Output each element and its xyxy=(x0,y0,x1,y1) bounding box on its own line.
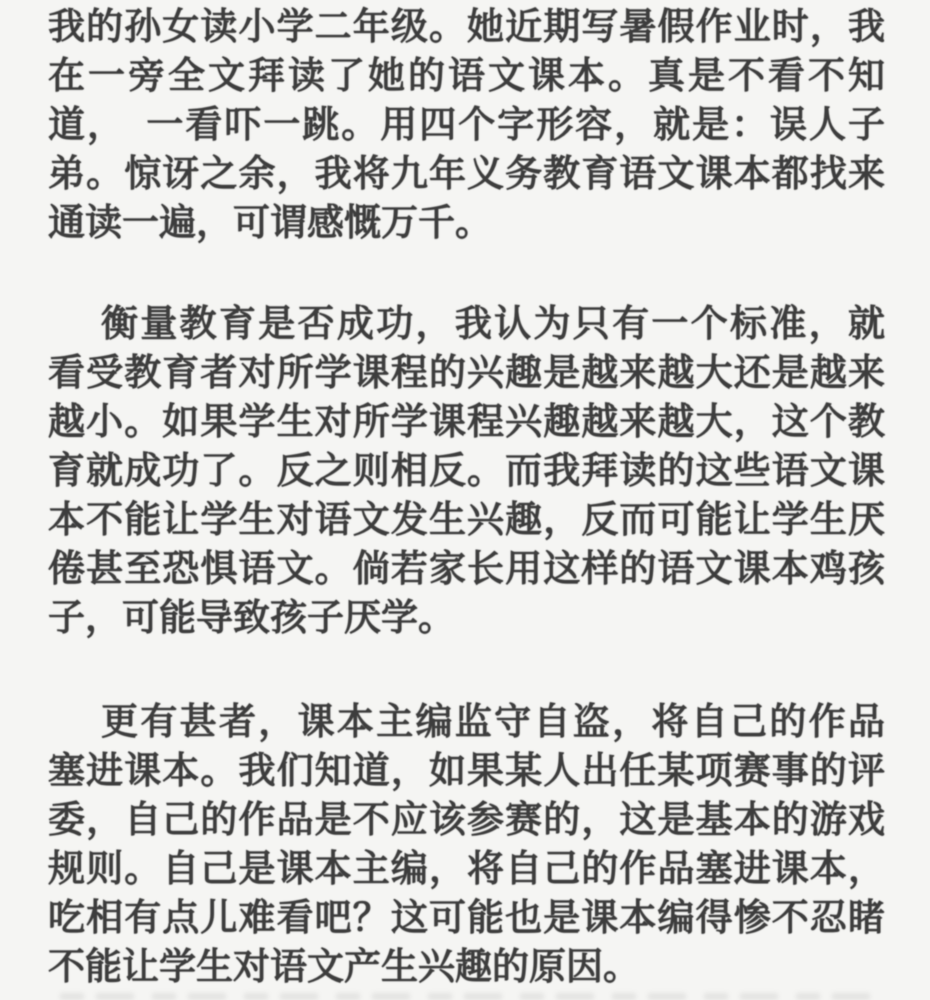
text-line: 吃相有点儿难看吧？这可能也是课本编得惨不忍睹 xyxy=(48,897,885,938)
text-line: 弟。惊讶之余，我将九年义务教育语文课本都找来 xyxy=(48,153,885,194)
cutoff-next-line-smudge xyxy=(60,993,885,1000)
text-line: 衡量教育是否成功，我认为只有一个标准，就 xyxy=(101,303,885,344)
paragraphs-container xyxy=(48,2,885,991)
text-line: 越小。如果学生对所学课程兴趣越来越大，这个教 xyxy=(48,401,885,442)
text-line: 不能让学生对语文产生兴趣的原因。 xyxy=(48,946,640,987)
text-line: 在一旁全文拜读了她的语文课本。真是不看不知 xyxy=(48,55,885,96)
text-line: 委，自己的作品是不应该参赛的，这是基本的游戏 xyxy=(48,799,885,840)
text-line: 规则。自己是课本主编，将自己的作品塞进课本， xyxy=(48,848,885,889)
text-line: 道， 一看吓一跳。用四个字形容，就是：误人子 xyxy=(48,104,885,145)
text-line: 看受教育者对所学课程的兴趣是越来越大还是越来 xyxy=(48,352,885,393)
text-line: 通读一遍，可谓感慨万千。 xyxy=(48,202,492,243)
text-line: 更有甚者，课本主编监守自盗，将自己的作品 xyxy=(101,701,885,742)
paragraph xyxy=(48,2,885,247)
text-line: 我的孙女读小学二年级。她近期写暑假作业时，我 xyxy=(48,6,885,47)
text-line: 本不能让学生对语文发生兴趣，反而可能让学生厌 xyxy=(48,499,885,540)
text-line: 子，可能导致孩子厌学。 xyxy=(48,597,455,638)
paragraph xyxy=(48,697,885,991)
text-line: 塞进课本。我们知道，如果某人出任某项赛事的评 xyxy=(48,750,885,791)
paragraph xyxy=(48,299,885,642)
text-line: 倦甚至恐惧语文。倘若家长用这样的语文课本鸡孩 xyxy=(48,548,885,589)
text-line: 育就成功了。反之则相反。而我拜读的这些语文课 xyxy=(48,450,885,491)
